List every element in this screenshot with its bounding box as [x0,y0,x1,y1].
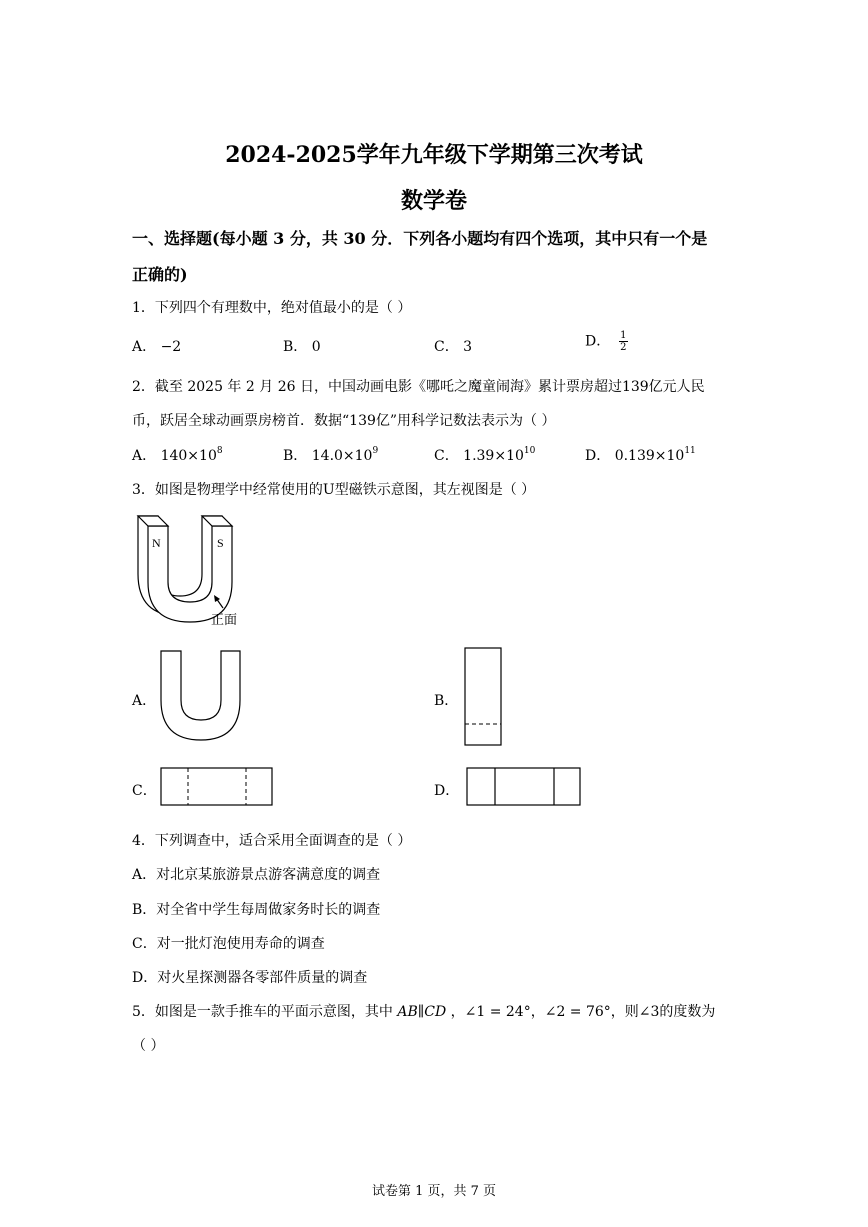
question-5-line2: （ ） [132,1038,165,1054]
front-label: 正面 [211,613,238,628]
q2-option-c[interactable]: C． $1.39\times 10^{10}$ [434,446,536,464]
question-1-stem: 1．下列四个有理数中，绝对值最小的是（ ） [132,300,412,316]
q3-option-b-label[interactable]: B． [434,693,459,709]
q3-option-a-label[interactable]: A． [132,693,157,709]
question-4-stem: 4．下列调查中，适合采用全面调查的是（ ） [132,833,412,849]
q2-option-b[interactable]: B． $14.0\times 10^9$ [283,446,379,464]
question-5-line1: 5．如图是一款手推车的平面示意图，其中 AB∥CD ，∠1 = 24°，∠2 = 76°，则∠3的度数为 [132,1004,716,1020]
u-magnet-figure [128,512,258,630]
q3-option-d-label[interactable]: D． [434,783,460,799]
magnet-s-label: S [217,536,224,550]
question-2-line1: 2．截至 2025 年 2 月 26 日，中国动画电影《哪吒之魔童闹海》累计票房超过139亿元人民 [132,379,705,395]
q1-option-b[interactable]: B． 0 [283,339,321,355]
q2-option-a[interactable]: A． $140\times 10^8$ [132,446,223,464]
question-2-line2: 币，跃居全球动画票房榜首．数据“139亿”用科学记数法表示为（ ） [132,413,556,429]
q2-option-d[interactable]: D． $0.139\times 10^{11}$ [585,446,696,464]
q3-option-b-figure[interactable] [464,647,502,747]
q4-option-a[interactable]: A．对北京某旅游景点游客满意度的调查 [132,867,381,883]
q1-option-a[interactable]: A． −2 [132,339,182,355]
question-3-stem: 3．如图是物理学中经常使用的U型磁铁示意图，其左视图是（ ） [132,482,536,498]
q3-option-c-label[interactable]: C． [132,783,157,799]
magnet-n-label: N [152,536,161,550]
page-footer: 试卷第 1 页，共 7 页 [371,1184,497,1199]
page-title: 2024-2025学年九年级下学期第三次考试 [225,142,643,168]
q1-option-d[interactable]: D． $\frac{1}{2}$ [585,330,627,353]
q1-option-c[interactable]: C． 3 [434,339,473,355]
fraction: $\frac{1}{2}$ [620,330,627,353]
q3-option-c-figure[interactable] [160,767,274,807]
q3-option-d-figure[interactable] [466,767,582,807]
section-heading-cont: 正确的) [132,265,188,284]
section-heading: 一、选择题(每小题 3 分，共 30 分．下列各小题均有四个选项，其中只有一个是 [132,229,708,248]
q3-option-a-figure[interactable] [160,650,242,742]
q4-option-b[interactable]: B．对全省中学生每周做家务时长的调查 [132,902,381,918]
q4-option-c[interactable]: C．对一批灯泡使用寿命的调查 [132,936,325,952]
q4-option-d[interactable]: D．对火星探测器各零部件质量的调查 [132,970,368,986]
page-subtitle: 数学卷 [400,188,467,214]
